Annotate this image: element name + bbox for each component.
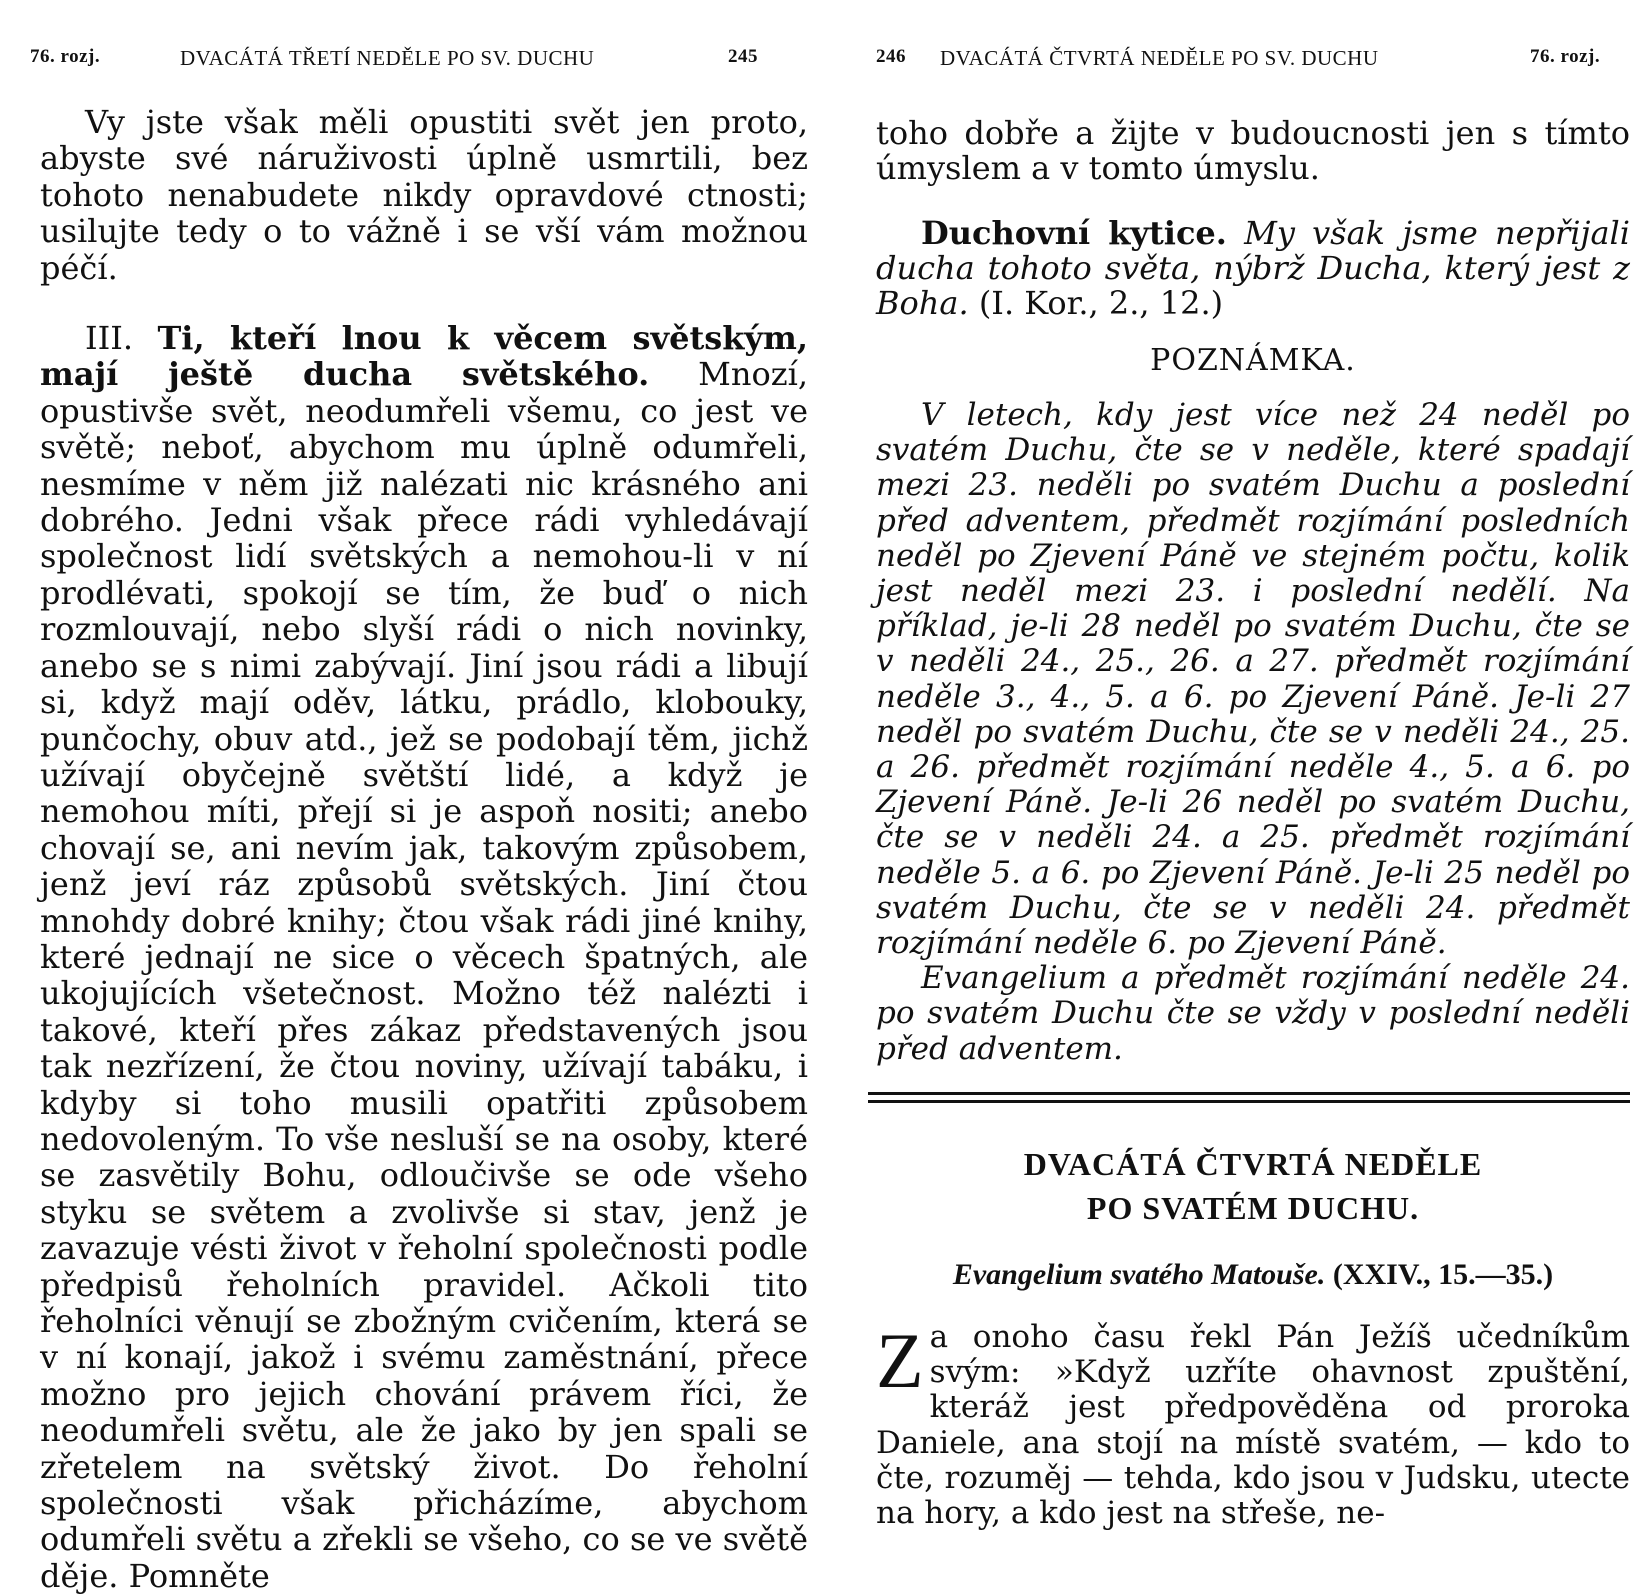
section-heading-bold: Ti, kteří lnou k věcem světským, mají ještě ducha světského. [40, 319, 809, 394]
note-paragraph-1: V letech, kdy jest více než 24 neděl po svatém Duchu, čte se v neděle, které spadají mezi 23. neděli po svatém Duchu a poslední před adventem, předmět rozjímání posledních neděl po Zjevení Páně ve stejném počtu, kolik jest neděl mezi 23. i poslední nedělí. Na příklad, je-li 28 neděl po svatém Duchu, čte se v neděli 24., 25., 26. a 27. předmět rozjímání neděle 3., 4., 5. a 6. po Zjevení Páně. Je-li 27 neděl po svatém Duchu, čte se v neděli 24., 25. a 26. předmět rozjímání neděle 4., 5. a 6. po Zjevení Páně. Je-li 26 neděl po svatém Duchu, čte se v neděli 24. a 25. předmět rozjímání neděle 5. a 6. po Zjevení Páně. Je-li 25 neděl po svatém Duchu, čte se v neděli 24. předmět rozjímání neděle 6. po Zjevení Páně. [876, 397, 1630, 962]
right-page-number: 246 [876, 46, 906, 67]
note-paragraph-2: Evangelium a předmět rozjímání neděle 24. po svatém Duchu čte se vždy v poslední neděli před adventem. [876, 960, 1630, 1067]
section-numeral: III. [85, 319, 134, 358]
drop-cap: Z [876, 1317, 924, 1404]
bouquet-label: Duchovní kytice. [921, 214, 1227, 252]
left-paragraph-2 [40, 320, 808, 1594]
bouquet-reference: (I. Kor., 2., 12.) [978, 284, 1224, 322]
gospel-citation [876, 1258, 1630, 1292]
gospel-body: a onoho času řekl Pán Ježíš učedníkům svým: »Když uzříte ohavnost zpuštění, kteráž jest předpověděna od proroka Daniele, ana stojí na místě svatém, — kdo to čte, rozuměj — tehda, kdo jsou v Judsku, utecte na hory, a kdo jest na střeše, ne- [876, 1319, 1630, 1532]
right-header-title: DVACÁTÁ ČTVRTÁ NEDĚLE PO SV. DUCHU [940, 46, 1379, 70]
right-header-meditation-ref: 76. rozj. [1530, 46, 1601, 67]
section-title-line-1: DVACÁTÁ ČTVRTÁ NEDĚLE [1023, 1146, 1483, 1182]
gospel-reference: (XXIV., 15.—35.) [1332, 1258, 1554, 1291]
left-page-number: 245 [728, 46, 758, 67]
left-body-text [40, 104, 808, 1594]
section-heading [876, 1142, 1630, 1292]
left-header-meditation-ref: 76. rozj. [30, 46, 101, 67]
gospel-label: Evangelium svatého Matouše. [952, 1258, 1326, 1291]
double-rule-divider [868, 1092, 1630, 1108]
section-body: Mnozí, opustivše svět, neodumřeli všemu, co jest ve světě; neboť, abychom mu úplně odumřeli, nesmíme v něm již nalézati nic krásného ani dobrého. Jedni však přece rádi vyhledávají společnost lidí světských a nemohou-li v ní prodlévati, spokojí se tím, že buď o nich rozmlouvají, nebo slyší rádi o nich novinky, anebo se s nimi zabývají. Jiní jsou rádi a libují si, když mají oděv, látku, prádlo, klobouky, punčochy, obuv atd., jež se podobají těm, jichž užívají obyčejně světští lidé, a když je nemohou míti, přejí si je aspoň nositi; anebo chovají se, ani nevím jak, takovým způsobem, jenž jeví ráz způsobů světských. Jiní čtou mnohdy dobré knihy; čtou však rádi jiné knihy, které jednají ne sice o věcech špatných, ale ukojujících všetečnost. Možno též nalézti i takové, kteří přes zákaz představených jsou tak nezřízení, že čtou noviny, užívají tabáku, i kdyby si toho musili opatřiti způsobem nedovoleným. To vše nesluší se na osoby, které se zasvětily Bohu, odloučivše se ode všeho styku se světem a zvolivše si stav, jenž je zavazuje vésti život v řeholní společnosti podle předpisů řeholních pravidel. Ačkoli tito řeholníci věnují se zbožným cvičením, která se v ní konají, jakož i svému zaměstnání, přece možno pro jejich chování právem říci, že neodumřeli světu, ale že jako by jen spali se zřetelem na světský život. Do řeholní společnosti však přicházíme, abychom odumřeli světu a zřekli se všeho, co se ve světě děje. Pomněte [40, 355, 809, 1595]
left-paragraph-1: Vy jste však měli opustiti svět jen proto, abyste své náruživosti úplně usmrtili, bez tohoto nenabudete nikdy opravdové ctnosti; usilujte tedy o to vážně i se vší vám možnou péčí. [40, 103, 808, 287]
left-header-title: DVACÁTÁ TŘETÍ NEDĚLE PO SV. DUCHU [180, 46, 595, 70]
section-title-line-2: PO SVATÉM DUCHU. [1086, 1190, 1420, 1226]
right-body-text [876, 116, 1630, 1067]
continuation-text: toho dobře a žijte v budoucnosti jen s tímto úmyslem a v tomto úmyslu. [876, 114, 1630, 187]
note-title: POZNÁMKA. [1150, 343, 1356, 378]
spiritual-bouquet [876, 216, 1630, 321]
bouquet-quote: My však jsme nepřijali ducha tohoto světa, nýbrž Ducha, který jest z Boha. [876, 214, 1631, 322]
